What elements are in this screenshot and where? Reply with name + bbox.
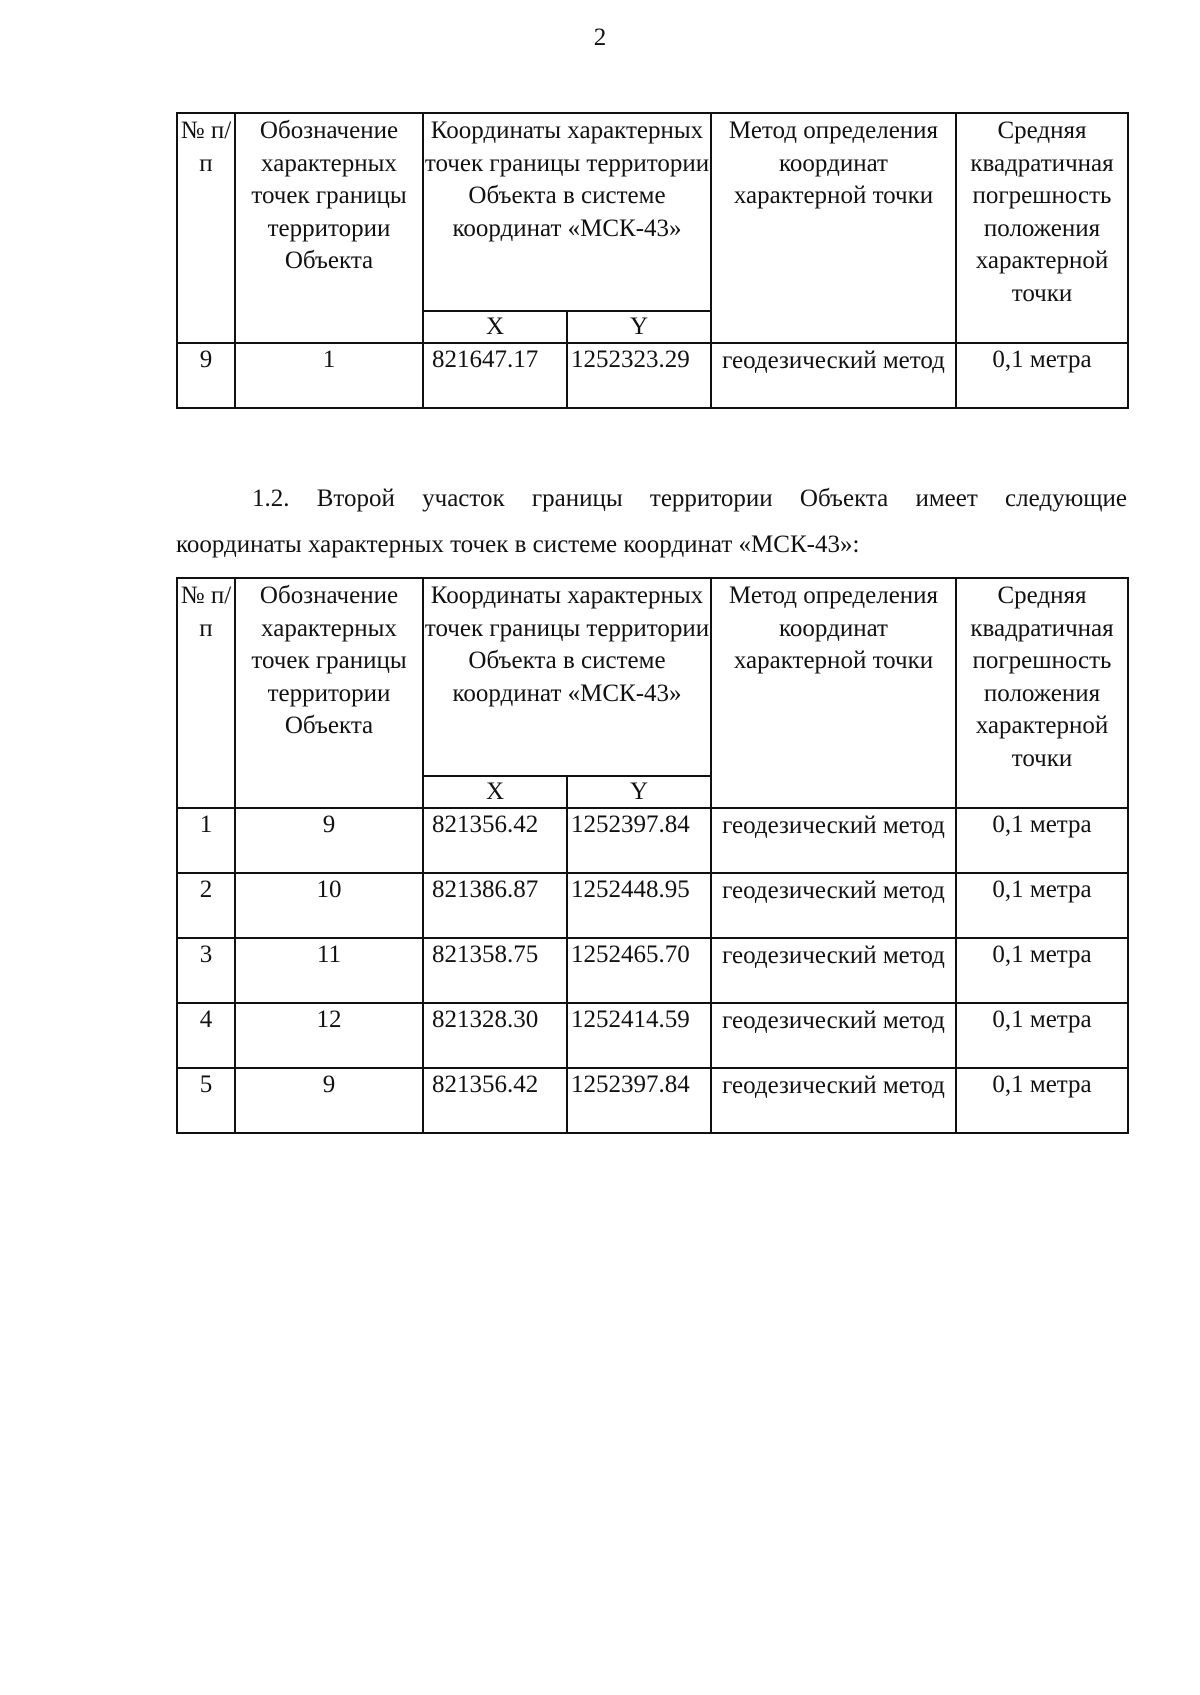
row-y: 1252414.59	[567, 1003, 711, 1068]
row-method: геодезический метод	[711, 808, 956, 873]
row-method: геодезический метод	[711, 1068, 956, 1133]
table-row	[177, 343, 1128, 408]
page-number: 2	[593, 24, 607, 51]
row-error: 0,1 метра	[956, 343, 1128, 408]
row-point: 11	[235, 938, 423, 1003]
header-num: № п/п	[177, 113, 235, 343]
header-designation: Обозначение характерных точек границы территории Объекта	[235, 113, 423, 343]
row-method: геодезический метод	[711, 343, 956, 408]
row-point: 9	[235, 808, 423, 873]
row-point: 12	[235, 1003, 423, 1068]
header-x: X	[423, 311, 567, 343]
row-num: 3	[177, 938, 235, 1003]
row-x: 821356.42	[423, 1068, 567, 1133]
row-point: 10	[235, 873, 423, 938]
row-num: 5	[177, 1068, 235, 1133]
row-y: 1252448.95	[567, 873, 711, 938]
coordinates-table-1	[176, 112, 1129, 409]
header-y: Y	[567, 311, 711, 343]
row-x: 821647.17	[423, 343, 567, 408]
row-error: 0,1 метра	[956, 1003, 1128, 1068]
row-x: 821356.42	[423, 808, 567, 873]
coordinates-table-2	[176, 577, 1129, 1134]
row-error: 0,1 метра	[956, 873, 1128, 938]
table-row	[177, 1068, 1128, 1133]
row-method: геодезический метод	[711, 938, 956, 1003]
table-header-row	[177, 113, 1128, 311]
row-point: 9	[235, 1068, 423, 1133]
header-y: Y	[567, 776, 711, 808]
row-y: 1252397.84	[567, 808, 711, 873]
paragraph-line-2: координаты характерных точек в системе координат «МСК-43»:	[176, 531, 860, 558]
header-coordinates: Координаты характерных точек границы территории Объекта в системе координат «МСК-43»	[423, 578, 711, 776]
table-row	[177, 1003, 1128, 1068]
header-method: Метод определения координат характерной точки	[711, 113, 956, 343]
row-num: 4	[177, 1003, 235, 1068]
row-error: 0,1 метра	[956, 938, 1128, 1003]
header-num: № п/п	[177, 578, 235, 808]
row-y: 1252465.70	[567, 938, 711, 1003]
paragraph	[176, 476, 1127, 568]
row-num: 2	[177, 873, 235, 938]
row-y: 1252323.29	[567, 343, 711, 408]
row-error: 0,1 метра	[956, 1068, 1128, 1133]
table-row	[177, 808, 1128, 873]
header-designation: Обозначение характерных точек границы территории Объекта	[235, 578, 423, 808]
table-row	[177, 938, 1128, 1003]
row-num: 1	[177, 808, 235, 873]
row-error: 0,1 метра	[956, 808, 1128, 873]
header-coordinates: Координаты характерных точек границы территории Объекта в системе координат «МСК-43»	[423, 113, 711, 311]
header-method: Метод определения координат характерной точки	[711, 578, 956, 808]
paragraph-line-1: 1.2. Второй участок границы территории Объекта имеет следующие	[252, 485, 1127, 512]
row-x: 821358.75	[423, 938, 567, 1003]
table-row	[177, 873, 1128, 938]
row-num: 9	[177, 343, 235, 408]
row-x: 821328.30	[423, 1003, 567, 1068]
header-error: Средняя квадратичная погрешность положения характерной точки	[956, 113, 1128, 343]
row-method: геодезический метод	[711, 1003, 956, 1068]
row-x: 821386.87	[423, 873, 567, 938]
header-error: Средняя квадратичная погрешность положения характерной точки	[956, 578, 1128, 808]
row-y: 1252397.84	[567, 1068, 711, 1133]
header-x: X	[423, 776, 567, 808]
row-method: геодезический метод	[711, 873, 956, 938]
row-point: 1	[235, 343, 423, 408]
table-header-row	[177, 578, 1128, 776]
